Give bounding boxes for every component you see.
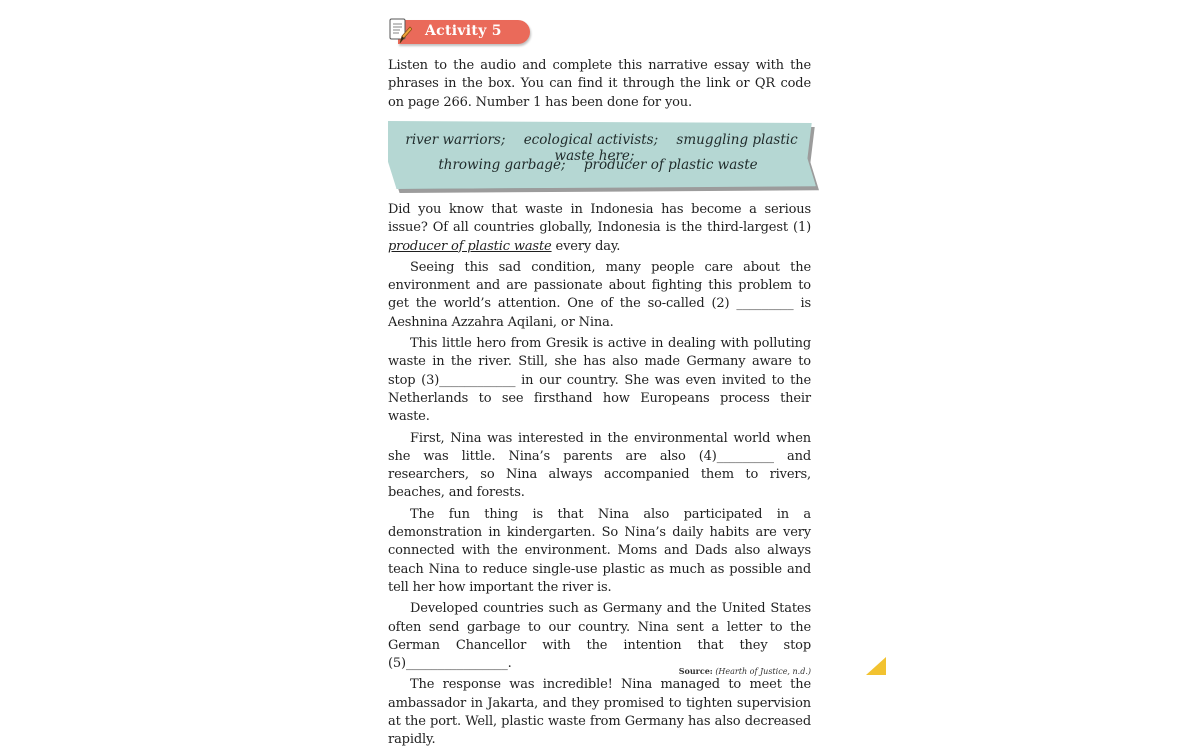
- example-answer: producer of plastic waste: [388, 238, 552, 254]
- essay-paragraph-5: The fun thing is that Nina also participated in a demonstration in kindergarten. So Nina’s daily habits are very connected with the environment. Moms and Dads also always teach Nina to reduce single-use plastic as much as possible and tell her how important the river is.: [388, 506, 811, 595]
- phrase-item: throwing garbage;: [438, 157, 566, 173]
- activity-title: Activity 5: [425, 23, 502, 39]
- phrase-item: ecological activists;: [523, 132, 659, 148]
- source-citation: Source: (Hearth of Justice, n.d.): [678, 666, 811, 676]
- notepad-pencil-icon: [388, 17, 412, 45]
- essay-paragraph-2: Seeing this sad condition, many people care about the environment and are passionate about fighting this problem to get the world’s attention. One of the so-called (2) _________ is Aeshnina Azzahra Aqilani, or Nina.: [388, 259, 811, 330]
- phrase-item: river warriors;: [405, 132, 506, 148]
- phrase-box: [388, 121, 816, 189]
- essay-paragraph-7: The response was incredible! Nina managed to meet the ambassador in Jakarta, and they promised to tighten supervision at the port. Well, plastic waste from Germany has also decreased rapidly.: [388, 677, 811, 748]
- phrase-row-2: [388, 157, 808, 173]
- essay-paragraph-4: First, Nina was interested in the environmental world when she was little. Nina’s parents are also (4)_________ and researchers, so Nina always accompanied them to rivers, beaches, and forests.: [388, 430, 811, 501]
- instructions: Listen to the audio and complete this narrative essay with the phrases in the box. You can find it through the link or QR code on page 266. Number 1 has been done for you.: [388, 58, 811, 110]
- essay-paragraph-3: This little hero from Gresik is active in dealing with polluting waste in the river. Still, she has also made Germany aware to stop (3)____________ in our country. She was even invited to the Netherlands to see firsthand how Europeans process their waste.: [388, 336, 811, 425]
- phrase-item: producer of plastic waste: [583, 157, 758, 173]
- essay-paragraph-6: Developed countries such as Germany and the United States often send garbage to our country. Nina sent a letter to the German Chancellor with the intention that they stop (5)________________.: [388, 601, 811, 672]
- phrase-item: smuggling plastic waste here;: [554, 132, 798, 164]
- essay-paragraph-1: Did you know that waste in Indonesia has become a serious issue? Of all countries globally, Indonesia is the third-largest (1) producer of plastic waste every day.: [388, 202, 811, 254]
- page-corner-decoration: [866, 657, 886, 675]
